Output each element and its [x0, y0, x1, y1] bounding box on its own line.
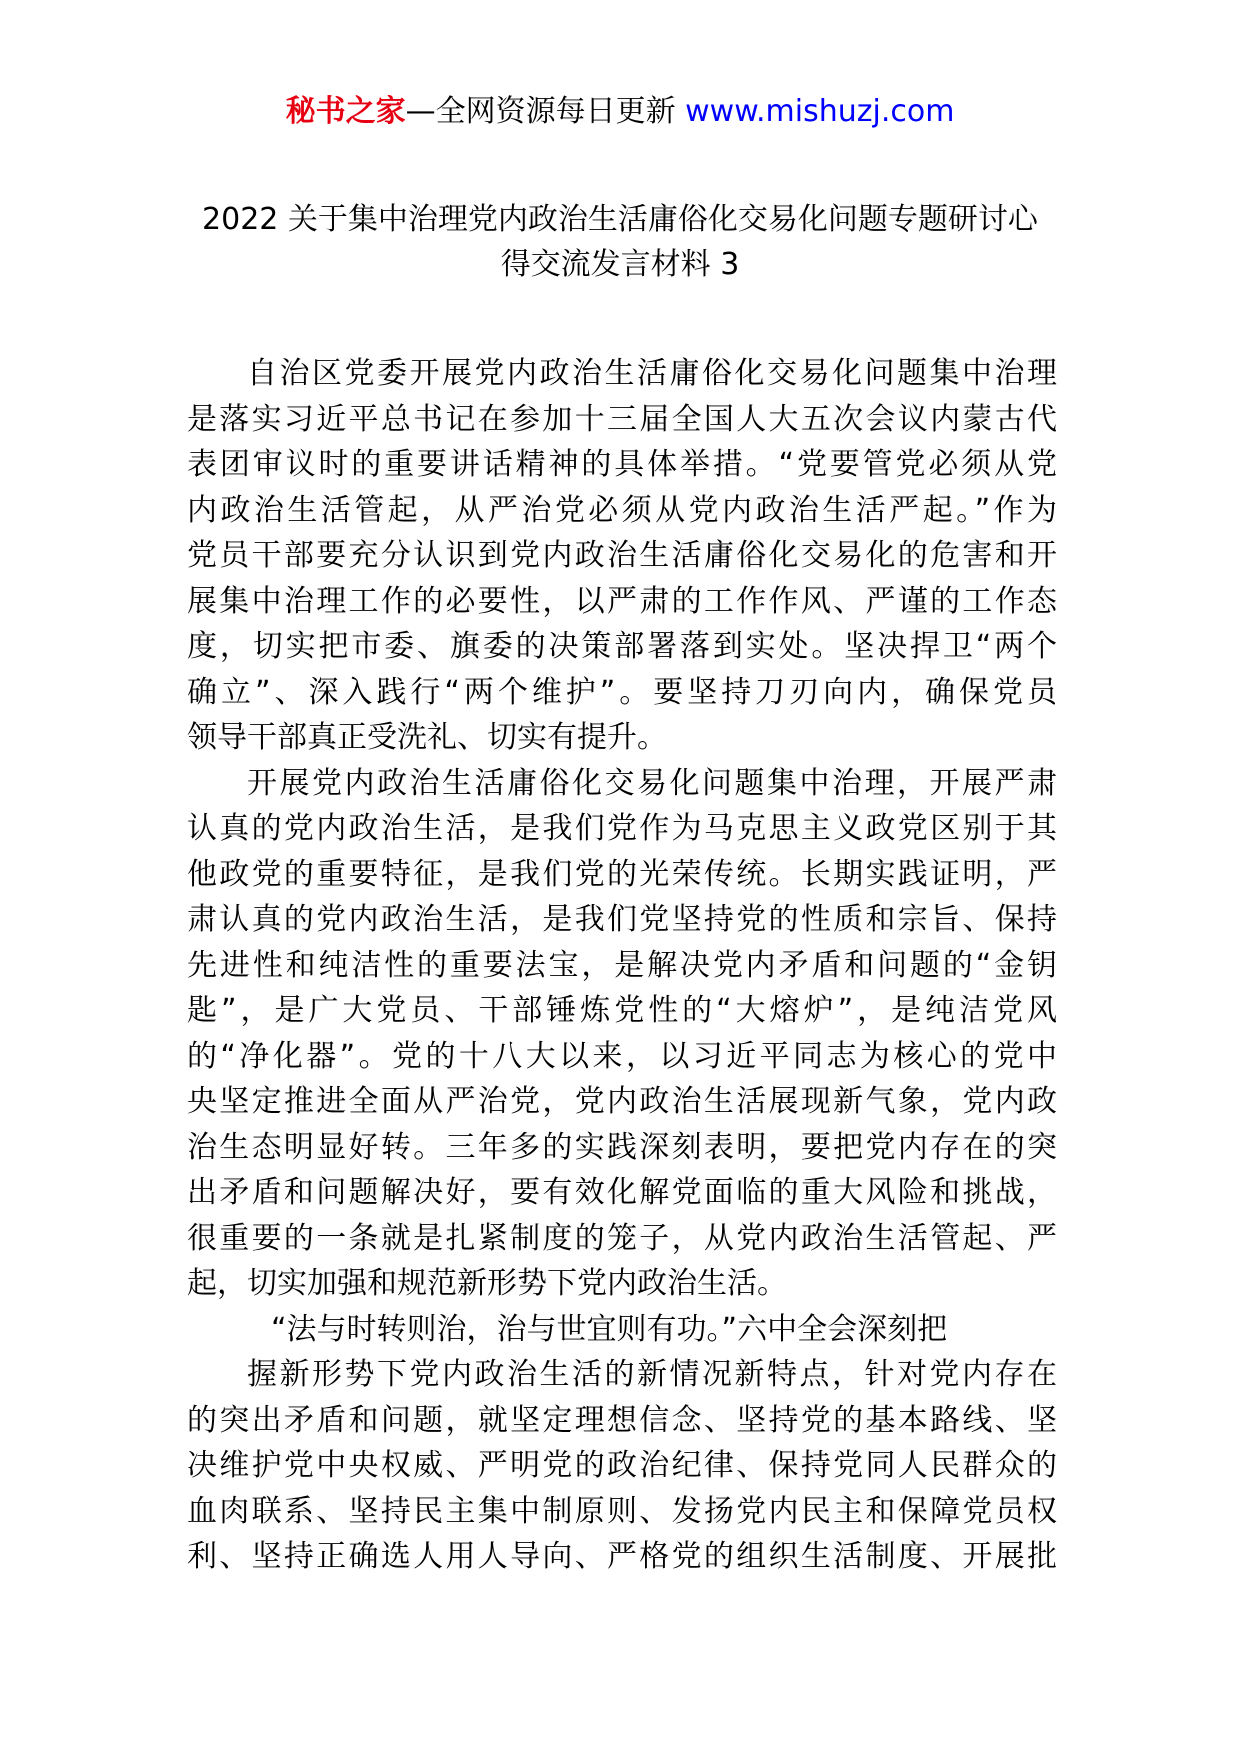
text-line: 决维护党中央权威、严明党的政治纪律、保持党同人民群众的 [187, 1448, 1057, 1483]
text-line: 起，切实加强和规范新形势下党内政治生活。 [187, 1266, 787, 1301]
text-line: 是落实习近平总书记在参加十三届全国人大五次会议内蒙古代 [187, 401, 1057, 437]
text-line: 开展党内政治生活庸俗化交易化问题集中治理，开展严肃 [247, 765, 1057, 801]
text-line: 自治区党委开展党内政治生活庸俗化交易化问题集中治理 [247, 356, 1057, 391]
text-line: 央坚定推进全面从严治党，党内政治生活展现新气象，党内政 [187, 1084, 1057, 1119]
paragraph-4 [187, 1352, 1057, 1580]
text-line: 展集中治理工作的必要性，以严肃的工作作风、严谨的工作态 [187, 583, 1057, 619]
document-title [140, 197, 1100, 287]
text-line: 的突出矛盾和问题，就坚定理想信念、坚持党的基本路线、坚 [187, 1402, 1057, 1438]
paragraph-3 [187, 1307, 1057, 1353]
site-tagline: —全网资源每日更新 [405, 94, 686, 129]
text-line: 表团审议时的重要讲话精神的具体举措。“党要管党必须从党 [187, 447, 1057, 482]
text-line: 党员干部要充分认识到党内政治生活庸俗化交易化的危害和开 [187, 538, 1057, 573]
text-line: 度，切实把市委、旗委的决策部署落到实处。坚决捍卫“两个 [187, 629, 1057, 664]
paragraph-1 [187, 351, 1057, 761]
title-line: 得交流发言材料 3 [500, 247, 740, 282]
text-line: 内政治生活管起，从严治党必须从党内政治生活严起。”作为 [187, 492, 1057, 528]
text-line: 治生态明显好转。三年多的实践深刻表明，要把党内存在的突 [187, 1129, 1057, 1165]
text-line: 肃认真的党内政治生活，是我们党坚持党的性质和宗旨、保持 [187, 902, 1057, 937]
text-line: 确立”、深入践行“两个维护”。要坚持刀刃向内，确保党员 [187, 674, 1057, 710]
text-line: 利、坚持正确选人用人导向、严格党的组织生活制度、开展批 [187, 1539, 1057, 1574]
text-line: 握新形势下党内政治生活的新情况新特点，针对党内存在 [247, 1357, 1057, 1392]
text-line: 匙”，是广大党员、干部锤炼党性的“大熔炉”，是纯洁党风 [187, 993, 1057, 1028]
document-body [187, 351, 1057, 1580]
text-line: 很重要的一条就是扎紧制度的笼子，从党内政治生活管起、严 [187, 1220, 1057, 1256]
text-line: “法与时转则治，治与世宜则有功。”六中全会深刻把 [271, 1311, 948, 1347]
site-url-link[interactable]: www.mishuzj.com [685, 94, 955, 129]
text-line: 先进性和纯洁性的重要法宝，是解决党内矛盾和问题的“金钥 [187, 947, 1057, 983]
text-line: 领导干部真正受洗礼、切实有提升。 [187, 720, 667, 755]
text-line: 他政党的重要特征，是我们党的光荣传统。长期实践证明，严 [187, 856, 1057, 892]
text-line: 认真的党内政治生活，是我们党作为马克思主义政党区别于其 [187, 811, 1057, 846]
paragraph-2 [187, 761, 1057, 1307]
site-header [0, 92, 1240, 132]
text-line: 血肉联系、坚持民主集中制原则、发扬党内民主和保障党员权 [187, 1493, 1057, 1529]
text-line: 的“净化器”。党的十八大以来，以习近平同志为核心的党中 [187, 1038, 1057, 1074]
text-line: 出矛盾和问题解决好，要有效化解党面临的重大风险和挑战， [187, 1175, 1057, 1210]
title-line: 2022 关于集中治理党内政治生活庸俗化交易化问题专题研讨心 [202, 202, 1038, 237]
site-brand: 秘书之家 [285, 94, 406, 129]
